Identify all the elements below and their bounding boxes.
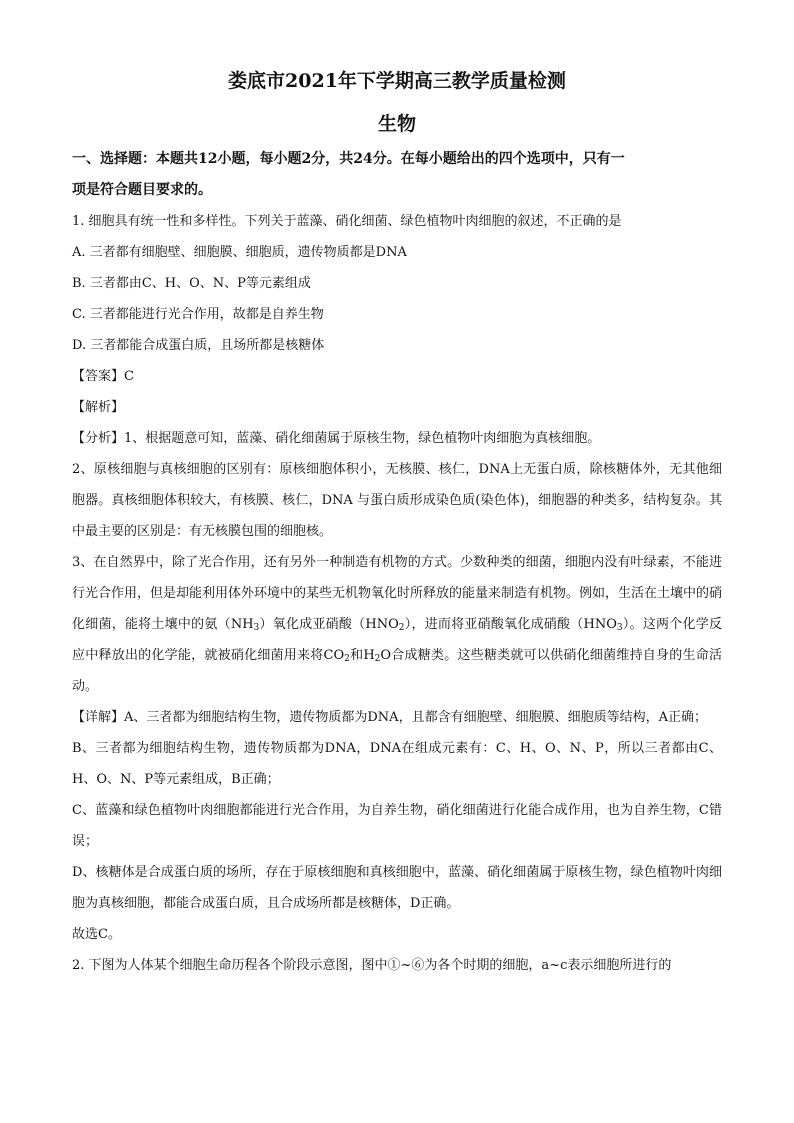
section-heading <box>72 144 722 206</box>
analysis-paragraph-3: 3、在自然界中，除了光合作用，还有另外一种制造有机物的方式。少数种类的细菌，细胞内没有叶绿素，不能进行光合作用，但是却能利用体外环境中的某些无机物氧化时所释放的能量来制造有机物。例如，生活在土壤中的硝化细菌，能将土壤中的氨$(NH_3)$氧化成亚硝酸$(HNO_2)$，进而将亚硝酸氧化成硝酸$(HNO_3)$。这两个化学反应中释放出的化学能，就被硝化细菌用来将$CO_2$和$H_2O$合成糖类。这些糖类就可以供硝化细菌维持自身的生命活动。 <box>72 555 723 694</box>
answer-label: 【答案】C <box>72 369 134 384</box>
document-page <box>72 62 722 981</box>
detail-b: B、三者都为细胞结构生物，遗传物质都为DNA，DNA在组成元素有：C、H、O、N、P，所以三者都由C、H、O、N、P等元素组成，B正确； <box>72 741 722 787</box>
subject-title: 生物 <box>377 113 416 135</box>
option-b: B. 三者都由C、H、O、N、P等元素组成 <box>72 276 311 291</box>
section-heading-line-2: 项是符合题目要求的。 <box>72 182 212 198</box>
conclusion: 故选C。 <box>72 927 121 942</box>
question-stem: 1. 细胞具有统一性和多样性。下列关于蓝藻、硝化细菌、绿色植物叶肉细胞的叙述，不正确的是 <box>72 214 622 229</box>
analysis-label: 【解析】 <box>72 400 125 415</box>
section-heading-line-1: 一、选择题：本题共12小题，每小题2分，共24分。在每小题给出的四个选项中，只有一 <box>72 151 625 167</box>
question-1 <box>72 206 722 950</box>
detail-d: D、核糖体是合成蛋白质的场所，存在于原核细胞和真核细胞中，蓝藻、硝化细菌属于原核生物，绿色植物叶肉细胞为真核细胞，都能合成蛋白质，且合成场所都是核糖体，D正确。 <box>72 865 722 911</box>
option-c: C. 三者都能进行光合作用，故都是自养生物 <box>72 307 324 322</box>
detail-a: 【详解】A、三者都为细胞结构生物，遗传物质都为DNA，且都含有细胞壁、细胞膜、细胞质等结构，A正确； <box>72 710 707 725</box>
detail-c: C、蓝藻和绿色植物叶肉细胞都能进行光合作用，为自养生物，硝化细菌进行化能合成作用，也为自养生物，C错误； <box>72 803 722 849</box>
question-2 <box>72 950 722 981</box>
exam-title: 娄底市2021年下学期高三教学质量检测 <box>228 70 566 92</box>
option-a: A. 三者都有细胞壁、细胞膜、细胞质，遗传物质都是DNA <box>72 245 407 260</box>
analysis-paragraph-1: 【分析】1、根据题意可知，蓝藻、硝化细菌属于原核生物，绿色植物叶肉细胞为真核细胞。 <box>72 431 601 446</box>
analysis-paragraph-2: 2、原核细胞与真核细胞的区别有：原核细胞体积小，无核膜、核仁，DNA上无蛋白质，除核糖体外，无其他细胞器。真核细胞体积较大，有核膜、核仁，DNA 与蛋白质形成染色质(染色体)，细胞器的种类多，结构复杂。其中最主要的区别是：有无核膜包围的细胞核。 <box>72 462 722 539</box>
option-d: D. 三者都能合成蛋白质，且场所都是核糖体 <box>72 338 325 353</box>
question-stem: 2. 下图为人体某个细胞生命历程各个阶段示意图，图中①~⑥为各个时期的细胞，a~c表示细胞所进行的 <box>72 958 672 973</box>
